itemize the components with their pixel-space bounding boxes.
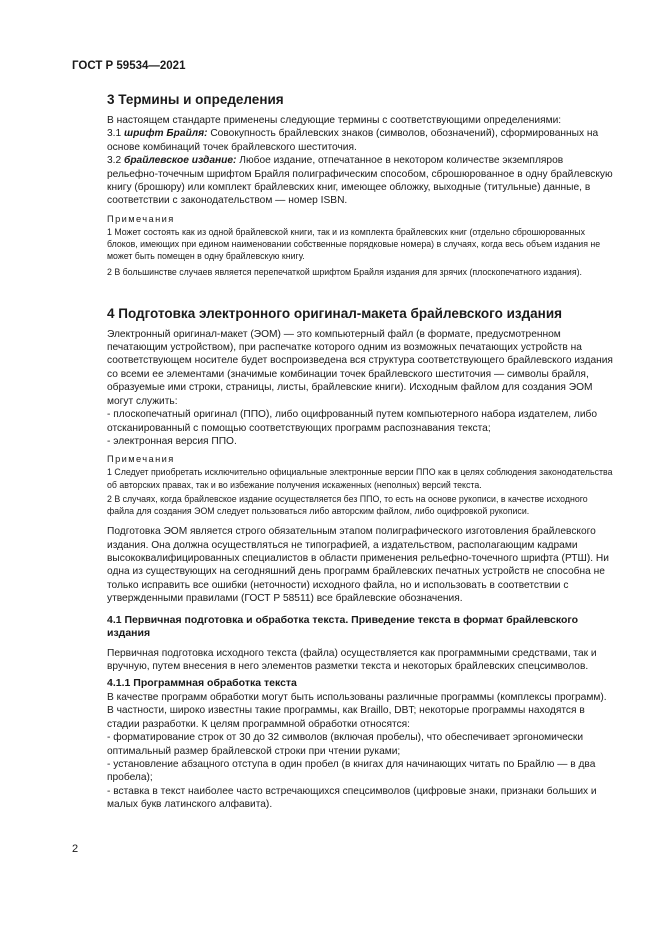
term-3-1 <box>107 127 615 154</box>
subsection-4-1-paragraph: Первичная подготовка исходного текста (файла) осуществляется как программными средствами, так и вручную, путем внесения в него элементов разметки текста и некоторых брайлевских спецсимволов. <box>107 647 597 672</box>
subsection-4-1-1-paragraph: В качестве программ обработки могут быть использованы различные программы (комплексы программ). В частности, широко известны такие программы, как Braillo, DBT; некоторые программы находятся в стадии разработки. К целям программной обработки относятся: <box>107 691 607 730</box>
subsection-4-1-title: 4.1 Первичная подготовка и обработка текста. Приведение текста в формат брайлевского издания <box>107 613 579 640</box>
term-3-1-number: 3.1 <box>107 128 122 140</box>
section-4-bullet-3: - форматирование строк от 30 до 32 символов (включая пробелы), что обеспечивает эргономически оптимальный размер брайлевской строки при чтении руками; <box>107 732 584 757</box>
section-4-notes-title: Примечания <box>107 454 175 465</box>
section-4-bullet-1: - плоскопечатный оригинал (ППО), либо оцифрованный путем компьютерного набора издателем, либо отсканированный с помощью соответствующих программ распознавания текста; <box>107 409 598 434</box>
section-4-bullet-4: - установление абзацного отступа в один пробел (в книгах для начинающих читать по Брайлю — в два пробела); <box>107 758 596 784</box>
section-4-bullet-5: - вставка в текст наиболее часто встречающихся спецсимволов (цифровые знаки, признаки больших и малых букв латинского алфавита). <box>107 785 597 811</box>
section-3-title: 3 Термины и определения <box>107 92 284 107</box>
term-3-2-definition: Любое издание, отпечатанное в некотором количестве экземпляров рельефно-точечным шрифтом Брайля полиграфическим способом, сброшюрованное в одну брайлевскую книгу (брошюру) или комплект брайлевских книг, имеющее обложку, выходные (титульные) данные, в соответствии с законодательством — номер ISBN. <box>107 155 613 207</box>
section-3-notes-title: Примечания <box>107 213 175 224</box>
term-3-2-number: 3.2 <box>107 155 122 167</box>
page-content <box>107 91 615 812</box>
term-3-1-definition: Совокупность брайлевских знаков (символов, обозначений), сформированных на основе комбинаций точек брайлевского шеститочия. <box>107 128 599 153</box>
document-header: ГОСТ Р 59534—2021 <box>72 60 186 72</box>
page-number: 2 <box>72 843 79 855</box>
term-3-2-name: брайлевское издание: <box>124 155 237 167</box>
section-3-intro: В настоящем стандарте применены следующие термины с соответствующими определениями: <box>107 115 562 126</box>
section-3-note-2: 2 В большинстве случаев является перепечаткой шрифтом Брайля издания для зрячих (плоскопечатного издания). <box>107 267 582 278</box>
subsection-4-1-1-title: 4.1.1 Программная обработка текста <box>107 677 297 690</box>
section-4-paragraph-1: Электронный оригинал-макет (ЭОМ) — это компьютерный файл (в формате, предусмотренном печатающим устройством), при распечатке которого одним из возможных печатающих устройств на соответствующем носителе будет воспроизведена вся структура соответствующего брайлевского издания со всеми ее элементами (значимые комбинации точек брайлевского шеститочия — символы брайля, образуемые ими строки, страницы, листы, брайлевские книги). Исходным файлом для создания ЭОМ могут служить: <box>107 328 613 407</box>
section-4-note-2: 2 В случаях, когда брайлевское издание осуществляется без ППО, то есть на основе рукописи, в качестве исходного файла для создания ЭОМ следует пользоваться либо авторским файлом, либо оцифровкой рукописи. <box>107 493 588 516</box>
term-3-2 <box>107 154 615 208</box>
section-3-note-1: 1 Может состоять как из одной брайлевской книги, так и из комплекта брайлевских книг (отдельно сброшюрованных блоков, имеющих при едином наименовании собственные порядковые номера) в случаях, когда весь объем издания не может быть помещен в одну брайлевскую книгу. <box>107 226 601 262</box>
section-4-paragraph-2: Подготовка ЭОМ является строго обязательным этапом полиграфического изготовления брайлевского издания. Она должна осуществляться не типографией, а издательством, располагающим кадрами высококвалифицированных специалистов в области применения рельефно-точечного шрифта (РТШ). Ни одна из существующих на сегодняшний день программ брайлевских печатных устройств не способна не только исправить все ошибки (неточности) исходного файла, но и использовать в соответствии с утвержденными правилами (ГОСТ Р 58511) все брайлевские обозначения. <box>107 526 609 605</box>
section-4-note-1: 1 Следует приобретать исключительно официальные электронные версии ППО как в целях соблюдения законодательства об авторских правах, так и во избежание получения искаженных (неполных) версий текста. <box>107 467 613 490</box>
section-4-title: 4 Подготовка электронного оригинал-макета брайлевского издания <box>107 305 563 321</box>
term-3-1-name: шрифт Брайля: <box>124 128 208 140</box>
section-4-bullet-2: - электронная версия ППО. <box>107 435 237 447</box>
